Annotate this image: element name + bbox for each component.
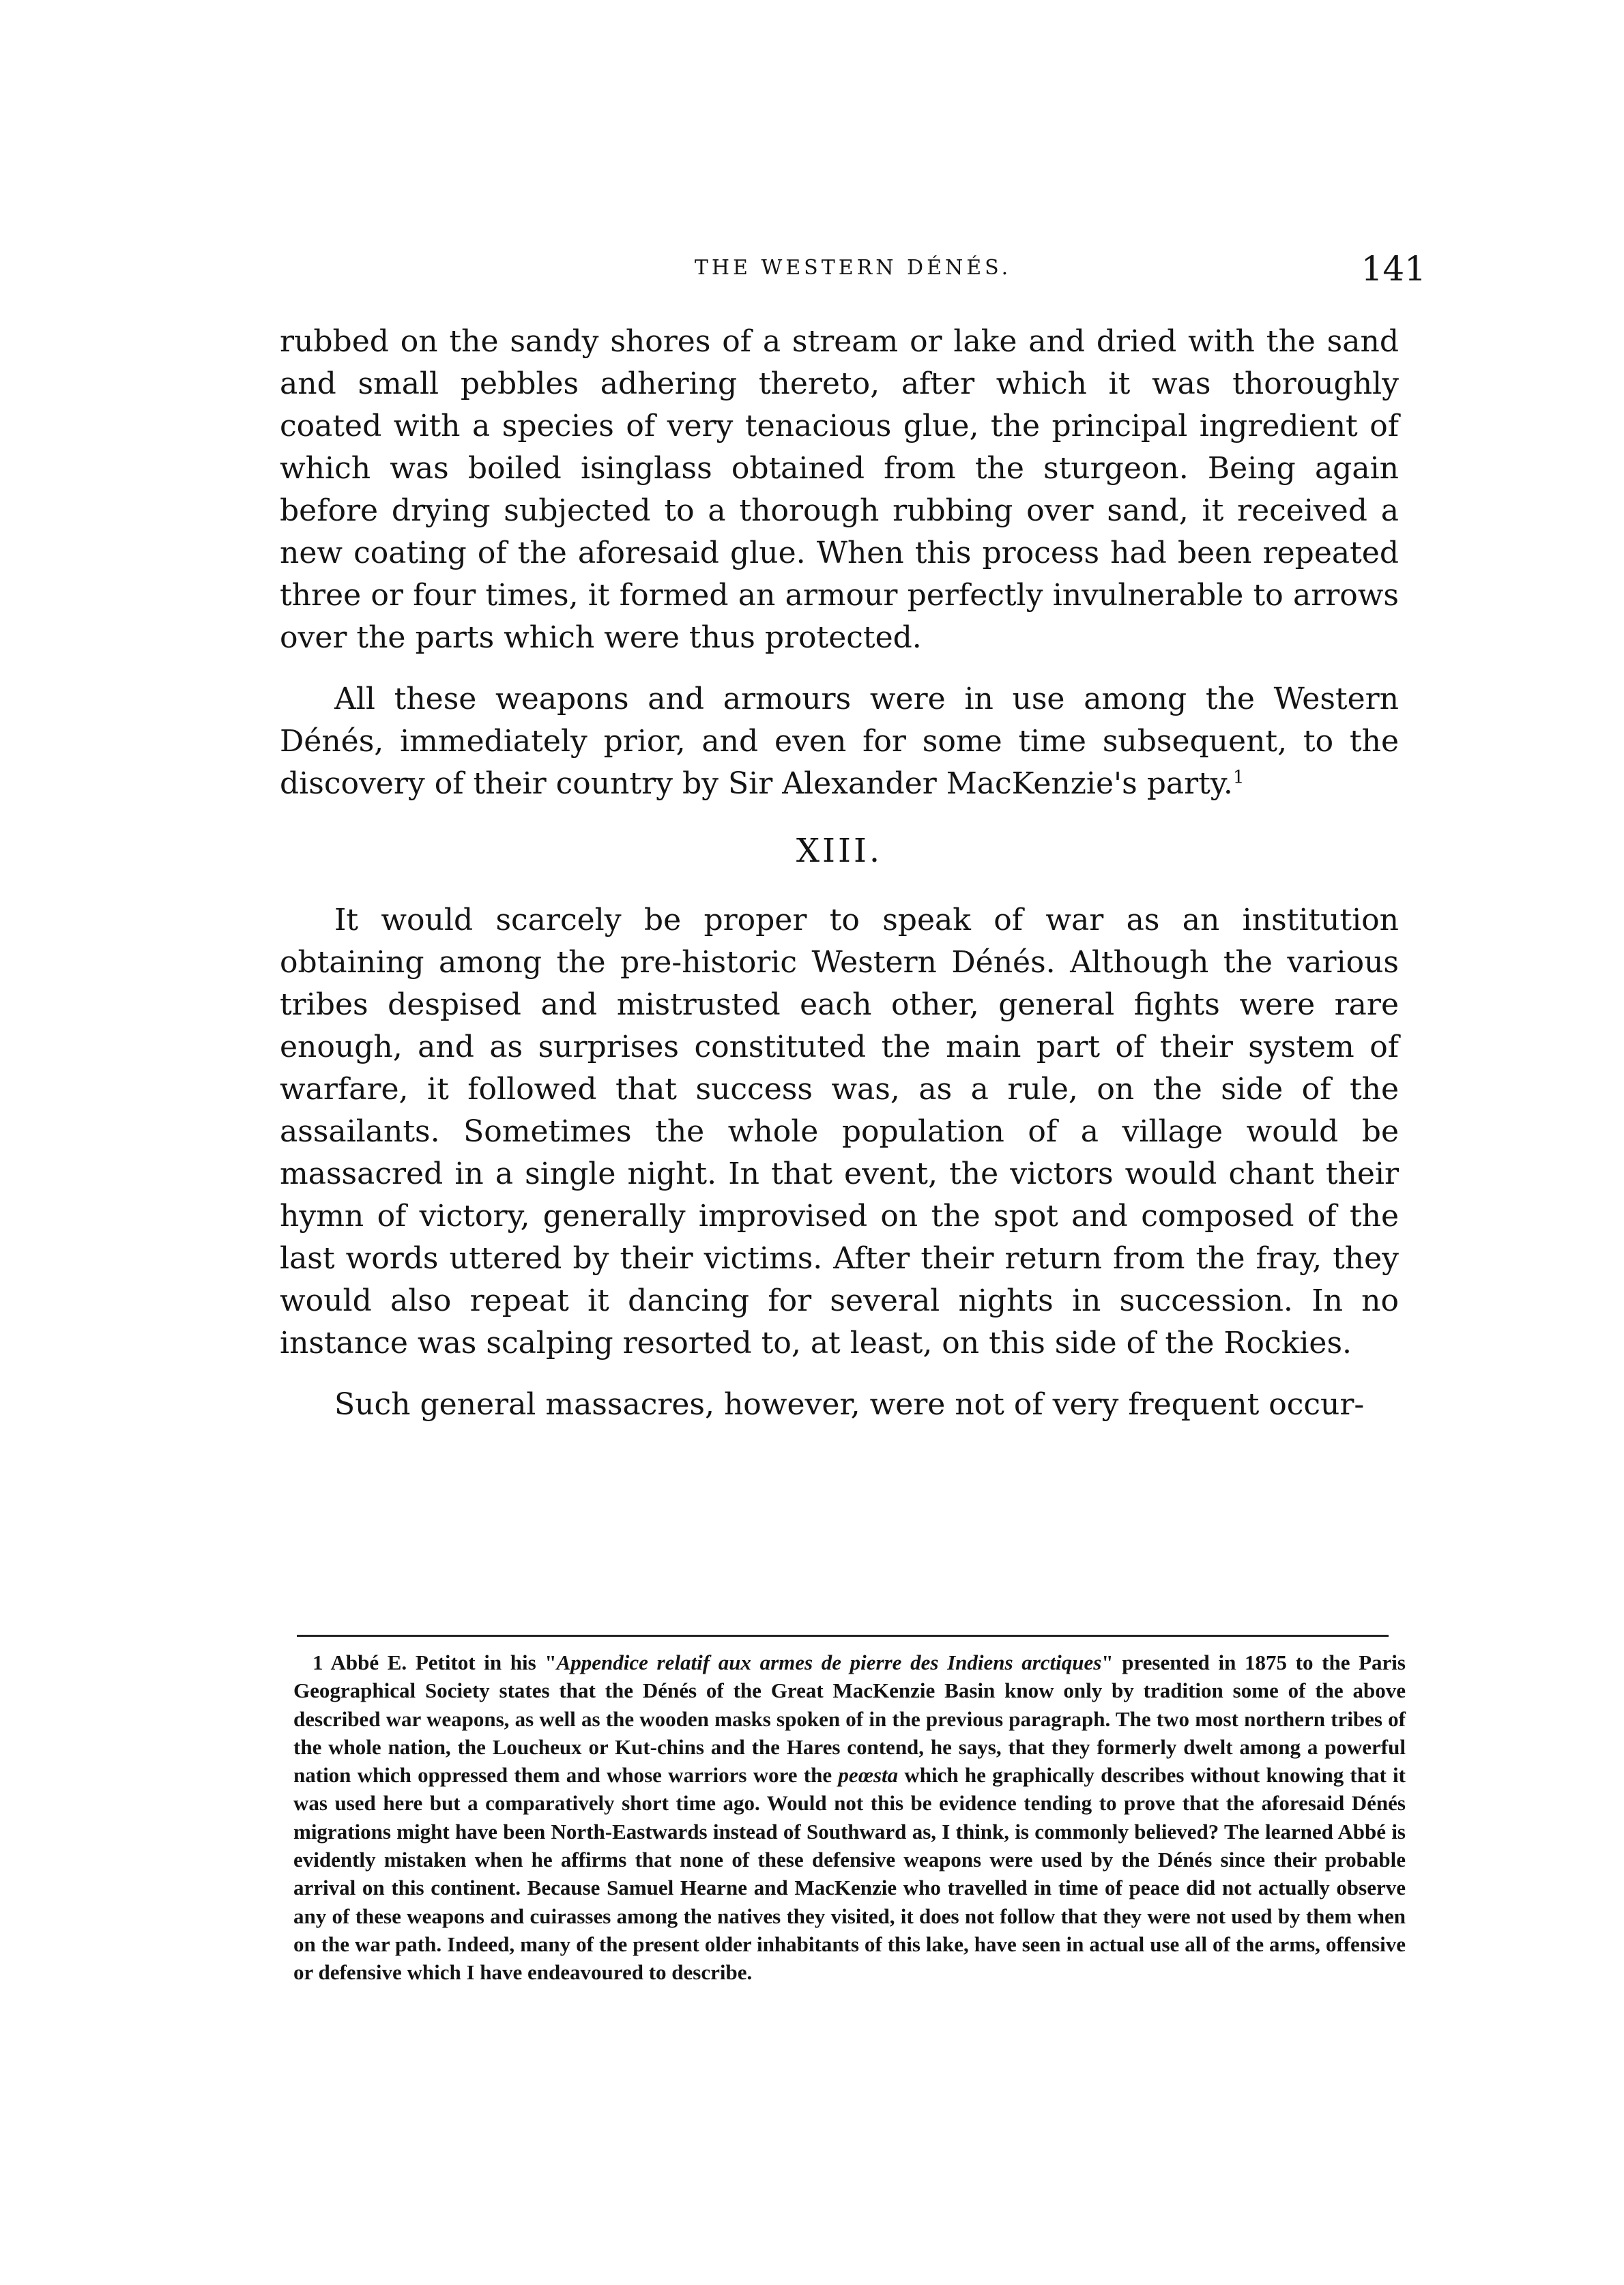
- footnote-italic-word: peœsta: [838, 1763, 899, 1788]
- paragraph-war: It would scarcely be proper to speak of war as an institution obtaining among the pre-historic Western Dénés. Although the various tribes despised and mistrusted each other, general fights were rare enough, and as surprises constituted the main part of their system of warfare, it followed that success was, as a rule, on the side of the assailants. Sometimes the whole population of a village would be massacred in a single night. In that event, the victors would chant their hymn of victory, generally improvised on the spot and composed of the last words uttered by their victims. After their return from the fray, they would also repeat it dancing for several nights in succession. In no instance was scalping resorted to, at least, on this side of the Rockies.: [280, 903, 1399, 1360]
- footnote-marker: 1: [1232, 767, 1245, 788]
- footnote-text-part: which he graphically describes without knowing that it was used here but a comparatively short time ago. Would not this be evidence tending to prove that the aforesaid Dénés migrations might have been North-Eastwards instead of Southward as, I think, is commonly believed? The learned Abbé is evidently mistaken when he affirms that none of these defensive weapons were used by the Dénés since their probable arrival on this continent. Because Samuel Hearne and MacKenzie who travelled in time of peace did not actually observe any of these weapons and cuirasses among the natives they visited, it does not follow that they were not used by them when on the war path. Indeed, many of the present older inhabitants of this lake, have seen in actual use all of the arms, offensive or defensive which I have endeavoured to describe.: [293, 1763, 1406, 1985]
- footnote-cited-title: Appendice relatif aux armes de pierre des Indiens arctiques: [556, 1650, 1102, 1674]
- paragraph-continued: rubbed on the sandy shores of a stream or lake and dried with the sand and small pebbles adhering thereto, after which it was thoroughly coated with a species of very tenacious glue, the principal ingredient of which was boiled isinglass obtained from the sturgeon. Being again before drying subjected to a thorough rubbing over sand, it received a new coating of the aforesaid glue. When this process had been repeated three or four times, it formed an armour perfectly invulnerable to arrows over the parts which were thus protected.: [280, 324, 1399, 655]
- paragraph-massacres: Such general massacres, however, were not of very frequent occur-: [334, 1387, 1365, 1422]
- paragraph-weapons-summary: [280, 678, 1399, 805]
- footnote-text: [293, 1648, 1406, 1987]
- footnote-text-part: " presented in 1875 to the Paris Geographical Society states that the Dénés of the Great MacKenzie Basin know only by tradition some of the above described war weapons, as well as the wooden masks spoken of in the previous paragraph. The two most northern tribes of the whole nation, the Loucheux or Kut-chins and the Hares contend, he says, that they formerly dwelt among a powerful nation which oppressed them and whose warriors wore the: [293, 1650, 1406, 1788]
- running-title: THE WESTERN DÉNÉS.: [694, 256, 1012, 280]
- footnote: [293, 1648, 1406, 1987]
- page-header: [280, 249, 1426, 297]
- main-text: [280, 321, 1399, 1426]
- footnote-divider: [297, 1635, 1389, 1637]
- page-number: 141: [1361, 249, 1426, 289]
- paragraph-text: All these weapons and armours were in use among the Western Dénés, immediately prior, and even for some time subsequent, to the discovery of their country by Sir Alexander MacKenzie's party.: [280, 682, 1399, 801]
- footnote-text-part: 1 Abbé E. Petitot in his ": [313, 1650, 557, 1674]
- section-heading: XIII.: [796, 832, 883, 870]
